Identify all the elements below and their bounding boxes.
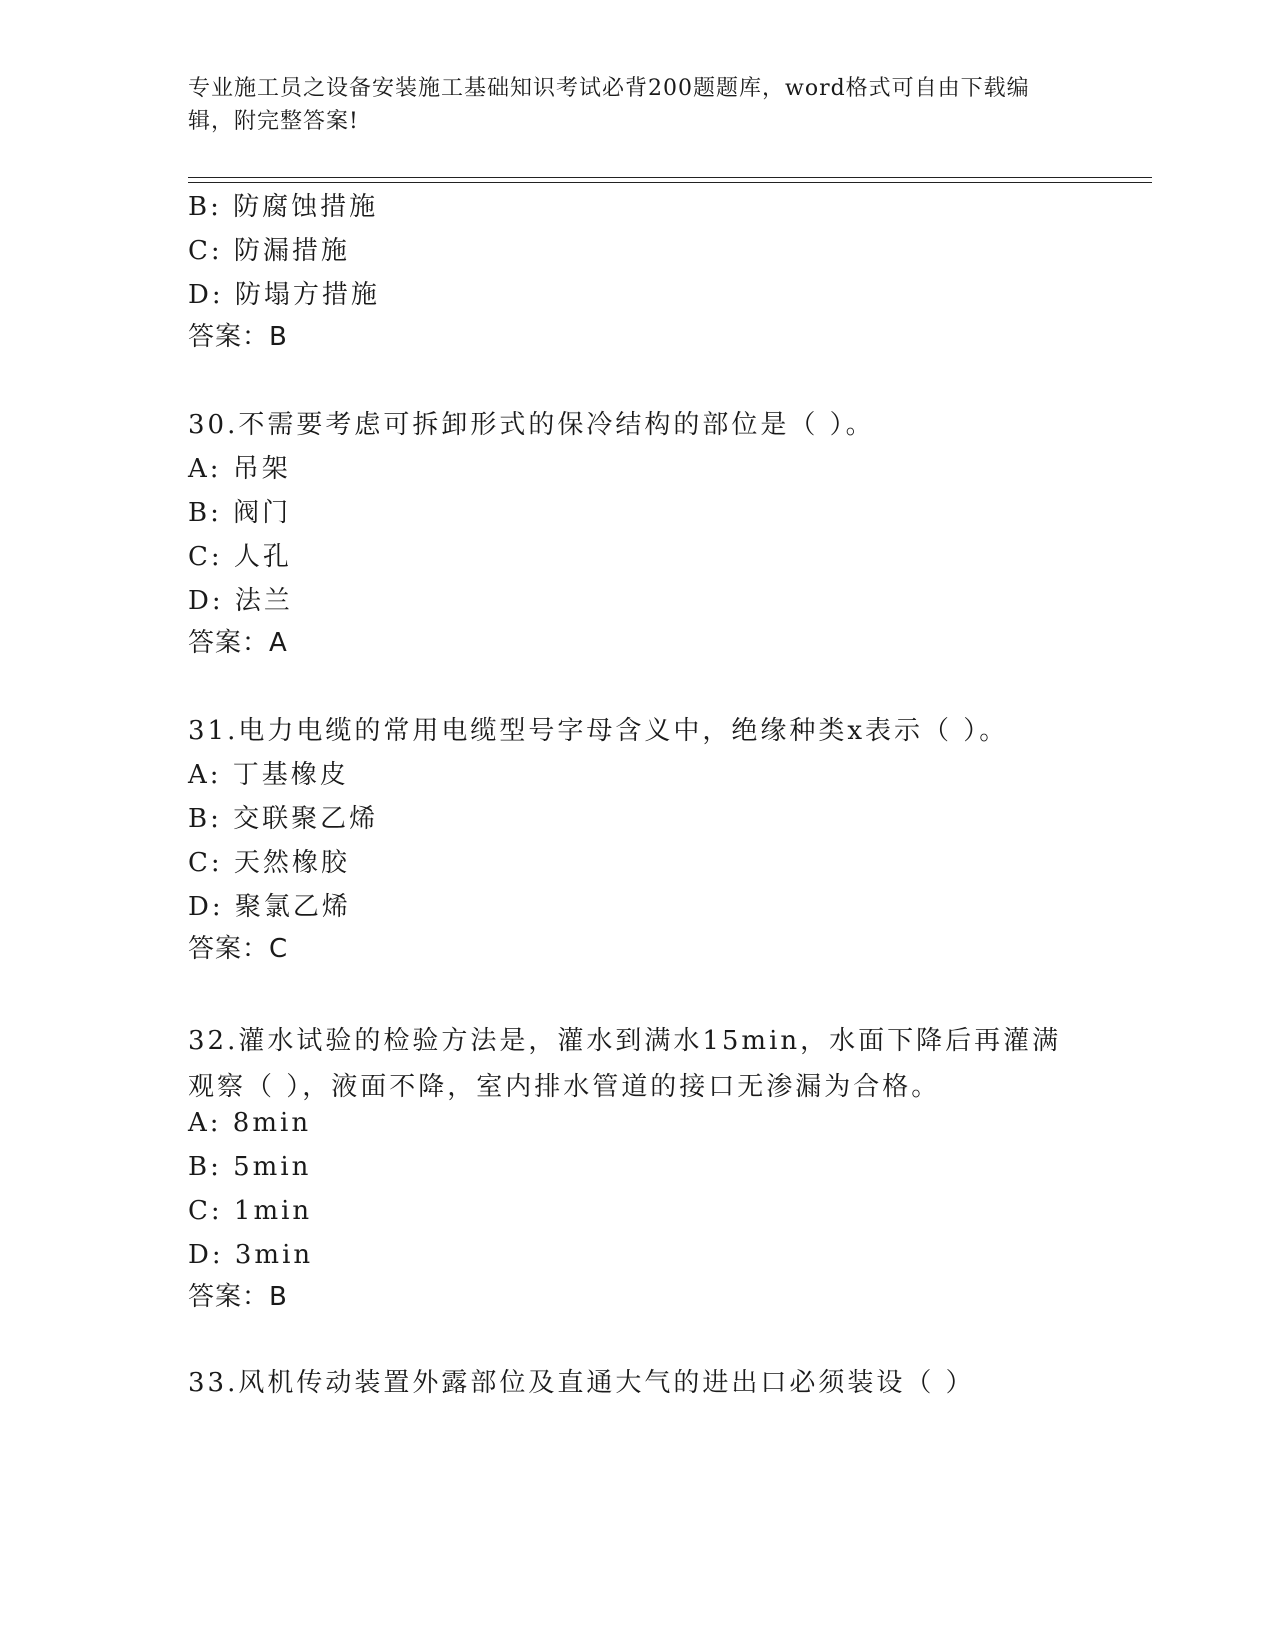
option-c: C: 天然橡胶 xyxy=(188,848,350,878)
answer: 答案：B xyxy=(188,322,288,352)
option-d: D: 防塌方措施 xyxy=(188,280,380,310)
option-b: B: 阀门 xyxy=(188,498,292,528)
option-c: C: 人孔 xyxy=(188,542,292,572)
option-a: A: 丁基橡皮 xyxy=(188,760,349,790)
question-30: 30.不需要考虑可拆卸形式的保冷结构的部位是（ ）。 xyxy=(188,410,875,440)
option-d: D: 聚氯乙烯 xyxy=(188,892,351,922)
document-header: 专业施工员之设备安装施工基础知识考试必背200题题库，word格式可自由下载编辑，附完整答案! xyxy=(188,76,1030,134)
question-33: 33.风机传动装置外露部位及直通大气的进出口必须装设（ ） xyxy=(188,1368,975,1398)
header-rule-bottom xyxy=(188,182,1152,183)
option-b: B: 防腐蚀措施 xyxy=(188,192,379,222)
option-c: C: 防漏措施 xyxy=(188,236,350,266)
option-c: C: 1min xyxy=(188,1196,313,1226)
option-a: A: 吊架 xyxy=(188,454,291,484)
answer: 答案：C xyxy=(188,934,289,964)
option-d: D: 法兰 xyxy=(188,586,293,616)
option-b: B: 交联聚乙烯 xyxy=(188,804,379,834)
answer: 答案：A xyxy=(188,628,288,658)
option-a: A: 8min xyxy=(188,1108,312,1138)
question-32: 32.灌水试验的检验方法是，灌水到满水15min，水面下降后再灌满观察（ ），液面不降，室内排水管道的接口无渗漏为合格。 xyxy=(188,1026,1062,1102)
answer: 答案：B xyxy=(188,1282,288,1312)
option-b: B: 5min xyxy=(188,1152,312,1182)
question-31: 31.电力电缆的常用电缆型号字母含义中，绝缘种类x表示（ ）。 xyxy=(188,716,1009,746)
option-d: D: 3min xyxy=(188,1240,314,1270)
header-rule-top xyxy=(188,177,1152,178)
